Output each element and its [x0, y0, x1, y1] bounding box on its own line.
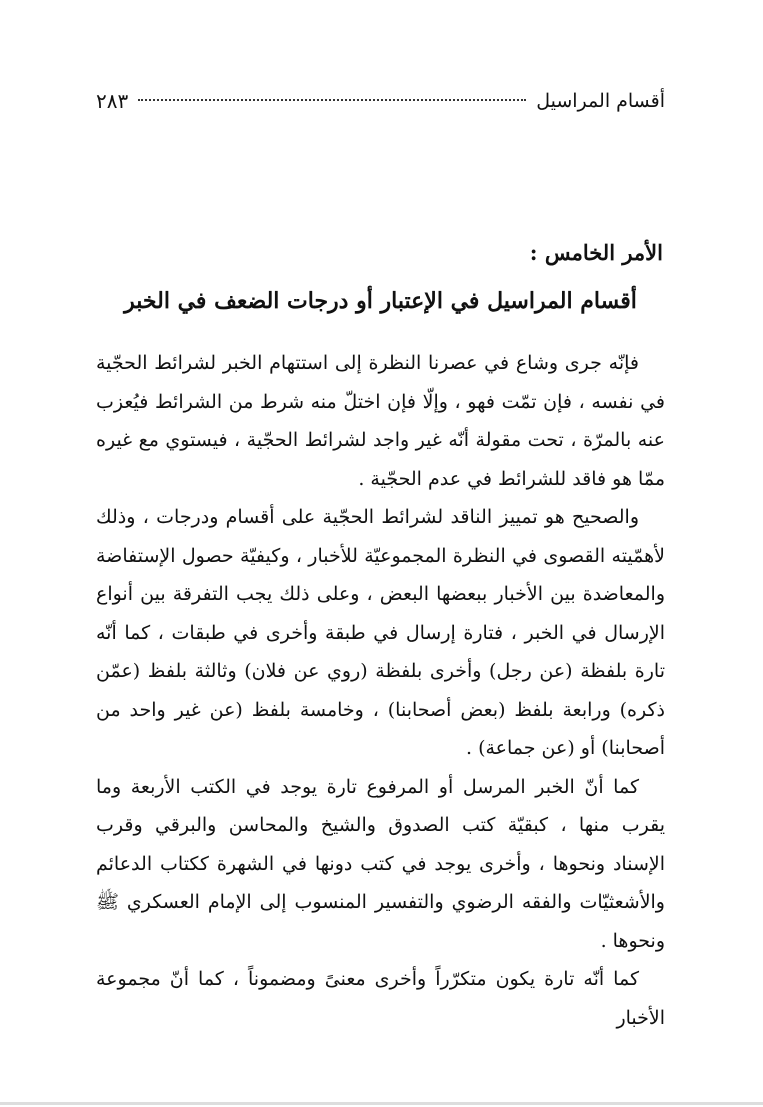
- scan-edge: [0, 1102, 763, 1105]
- leader-dots: [138, 99, 526, 101]
- paragraph: فإنّه جرى وشاع في عصرنا النظرة إلى استتهام الخبر لشرائط الحجّية في نفسه ، فإن تمّت فهو ، وإلّا فإن اختلّ منه شرط من الشرائط فيُعزب عنه بالمرّة ، تحت مقولة أنّه غير واجد لشرائط الحجّية ، فيستوي مع غيره ممّا هو فاقد للشرائط في عدم الحجّية .: [96, 352, 665, 490]
- running-title: أقسام المراسيل: [536, 90, 665, 112]
- page-number: ٢٨٣: [96, 89, 129, 113]
- paragraph: كما أنّ الخبر المرسل أو المرفوع تارة يوجد في الكتب الأربعة وما يقرب منها ، كبقيّة كتب الصدوق والشيخ والمحاسن والبرقي وقرب الإسناد ونحوها ، وأخرى يوجد في كتب دونها في الشهرة ككتاب الدعائم والأشعثيّات والفقه الرضوي والتفسير المنسوب إلى الإمام العسكري ﷺ ونحوها .: [96, 775, 665, 952]
- paragraph: والصحيح هو تمييز الناقد لشرائط الحجّية على أقسام ودرجات ، وذلك لأهمّيته القصوى في النظرة المجموعيّة للأخبار ، وكيفيّة حصول الإستفاضة والمعاضدة بين الأخبار ببعضها البعض ، وعلى ذلك يجب التفرقة بين أنواع الإرسال في الخبر ، فتارة إرسال في طبقة وأخرى في طبقات ، كما أنّه تارة بلفظة (عن رجل) وأخرى بلفظة (روي عن فلان) وثالثة بلفظ (عمّن ذكره) ورابعة بلفظ (بعض أصحابنا) ، وخامسة بلفظ (عن غير واحد من أصحابنا) أو (عن جماعة) .: [96, 506, 665, 759]
- section-title: الأمر الخامس :: [529, 240, 663, 265]
- chapter-heading: أقسام المراسيل في الإعتبار أو درجات الضعف في الخبر: [124, 288, 637, 314]
- running-header: [96, 86, 665, 116]
- paragraph: كما أنّه تارة يكون متكرّراً وأخرى معنىً ومضموناً ، كما أنّ مجموعة الأخبار: [96, 968, 665, 1029]
- body-text: [96, 344, 665, 1037]
